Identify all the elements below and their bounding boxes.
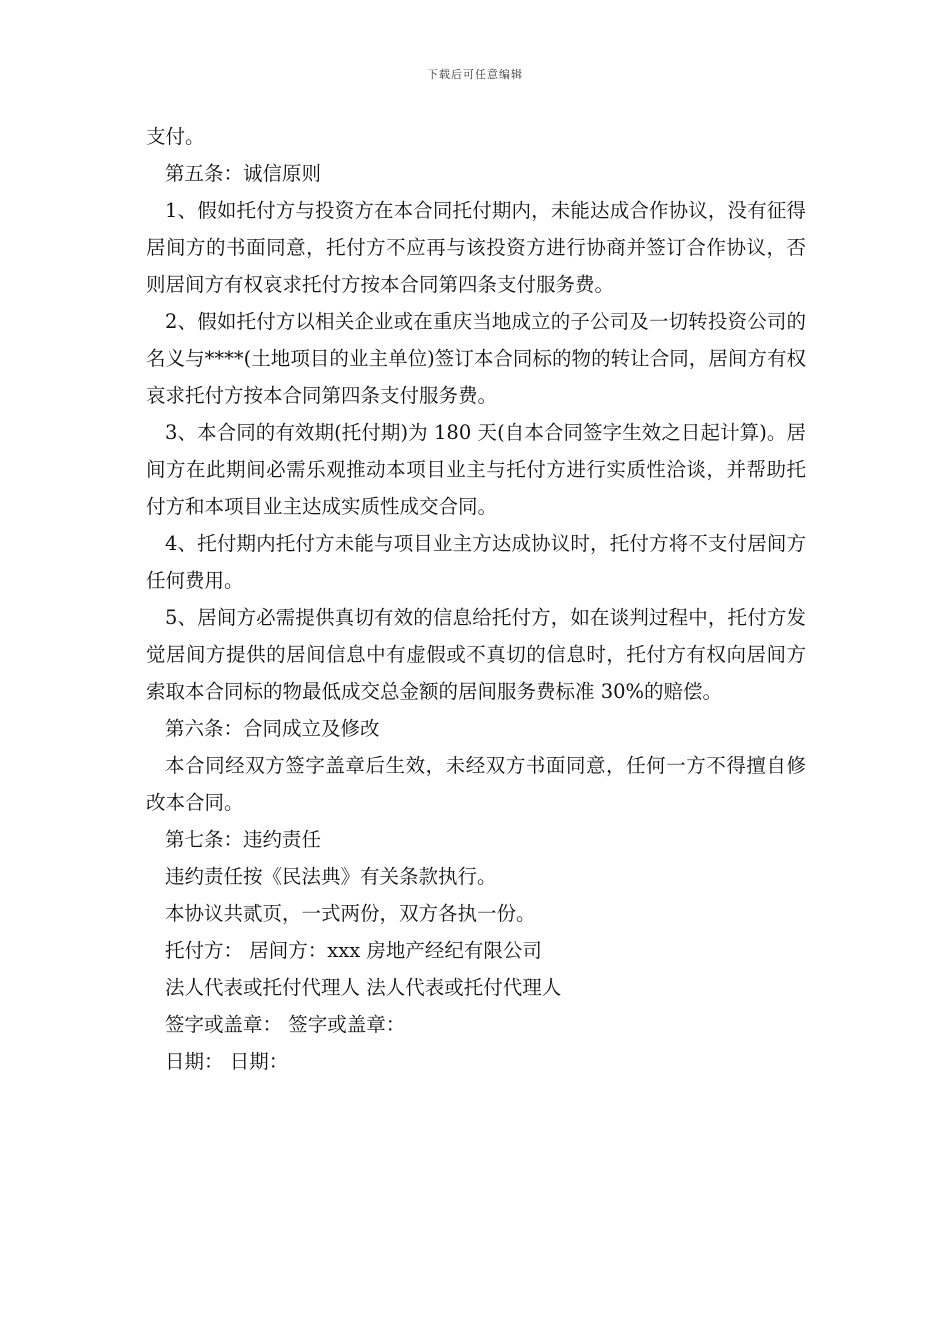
signature-line: 签字或盖章： 签字或盖章：	[165, 1013, 406, 1036]
article-5-clause-2: 2、假如托付方以相关企业或在重庆当地成立的子公司及一切转投资公司的名义与****(土地项目的业主单位)签订本合同标的物的转让合同，居间方有权哀求托付方按本合同第四条支付服务费。	[146, 310, 806, 407]
representatives-line: 法人代表或托付代理人 法人代表或托付代理人	[165, 976, 562, 999]
article-7-heading: 第七条：违约责任	[165, 828, 322, 851]
article-5-clause-4: 4、托付期内托付方未能与项目业主方达成协议时，托付方将不支付居间方任何费用。	[146, 532, 806, 592]
date-line: 日期： 日期：	[165, 1050, 289, 1073]
header-note: 下载后可任意编辑	[427, 68, 523, 81]
article-5-clause-3: 3、本合同的有效期(托付期)为 180 天(自本合同签字生效之日起计算)。居间方在此期间必需乐观推动本项目业主与托付方进行实质性洽谈，并帮助托付方和本项目业主达成实质性成交合同。	[146, 421, 806, 518]
paragraph-payment-continuation: 支付。	[146, 125, 205, 148]
article-6-heading: 第六条：合同成立及修改	[165, 717, 380, 740]
contract-body	[146, 118, 806, 1080]
article-5-heading: 第五条：诚信原则	[165, 162, 322, 185]
parties-line: 托付方： 居间方：xxx 房地产经纪有限公司	[165, 939, 542, 962]
article-7-text: 违约责任按《民法典》有关条款执行。	[165, 865, 497, 888]
article-5-clause-5: 5、居间方必需提供真切有效的信息给托付方，如在谈判过程中，托付方发觉居间方提供的居间信息中有虚假或不真切的信息时，托付方有权向居间方索取本合同标的物最低成交总金额的居间服务费标准 30%的赔偿。	[146, 606, 806, 703]
article-5-clause-1: 1、假如托付方与投资方在本合同托付期内，未能达成合作协议，没有征得居间方的书面同意，托付方不应再与该投资方进行协商并签订合作协议，否则居间方有权哀求托付方按本合同第四条支付服务费。	[146, 199, 806, 296]
article-6-text: 本合同经双方签字盖章后生效，未经双方书面同意，任何一方不得擅自修改本合同。	[146, 754, 806, 814]
copies-statement: 本协议共贰页，一式两份，双方各执一份。	[165, 902, 536, 925]
